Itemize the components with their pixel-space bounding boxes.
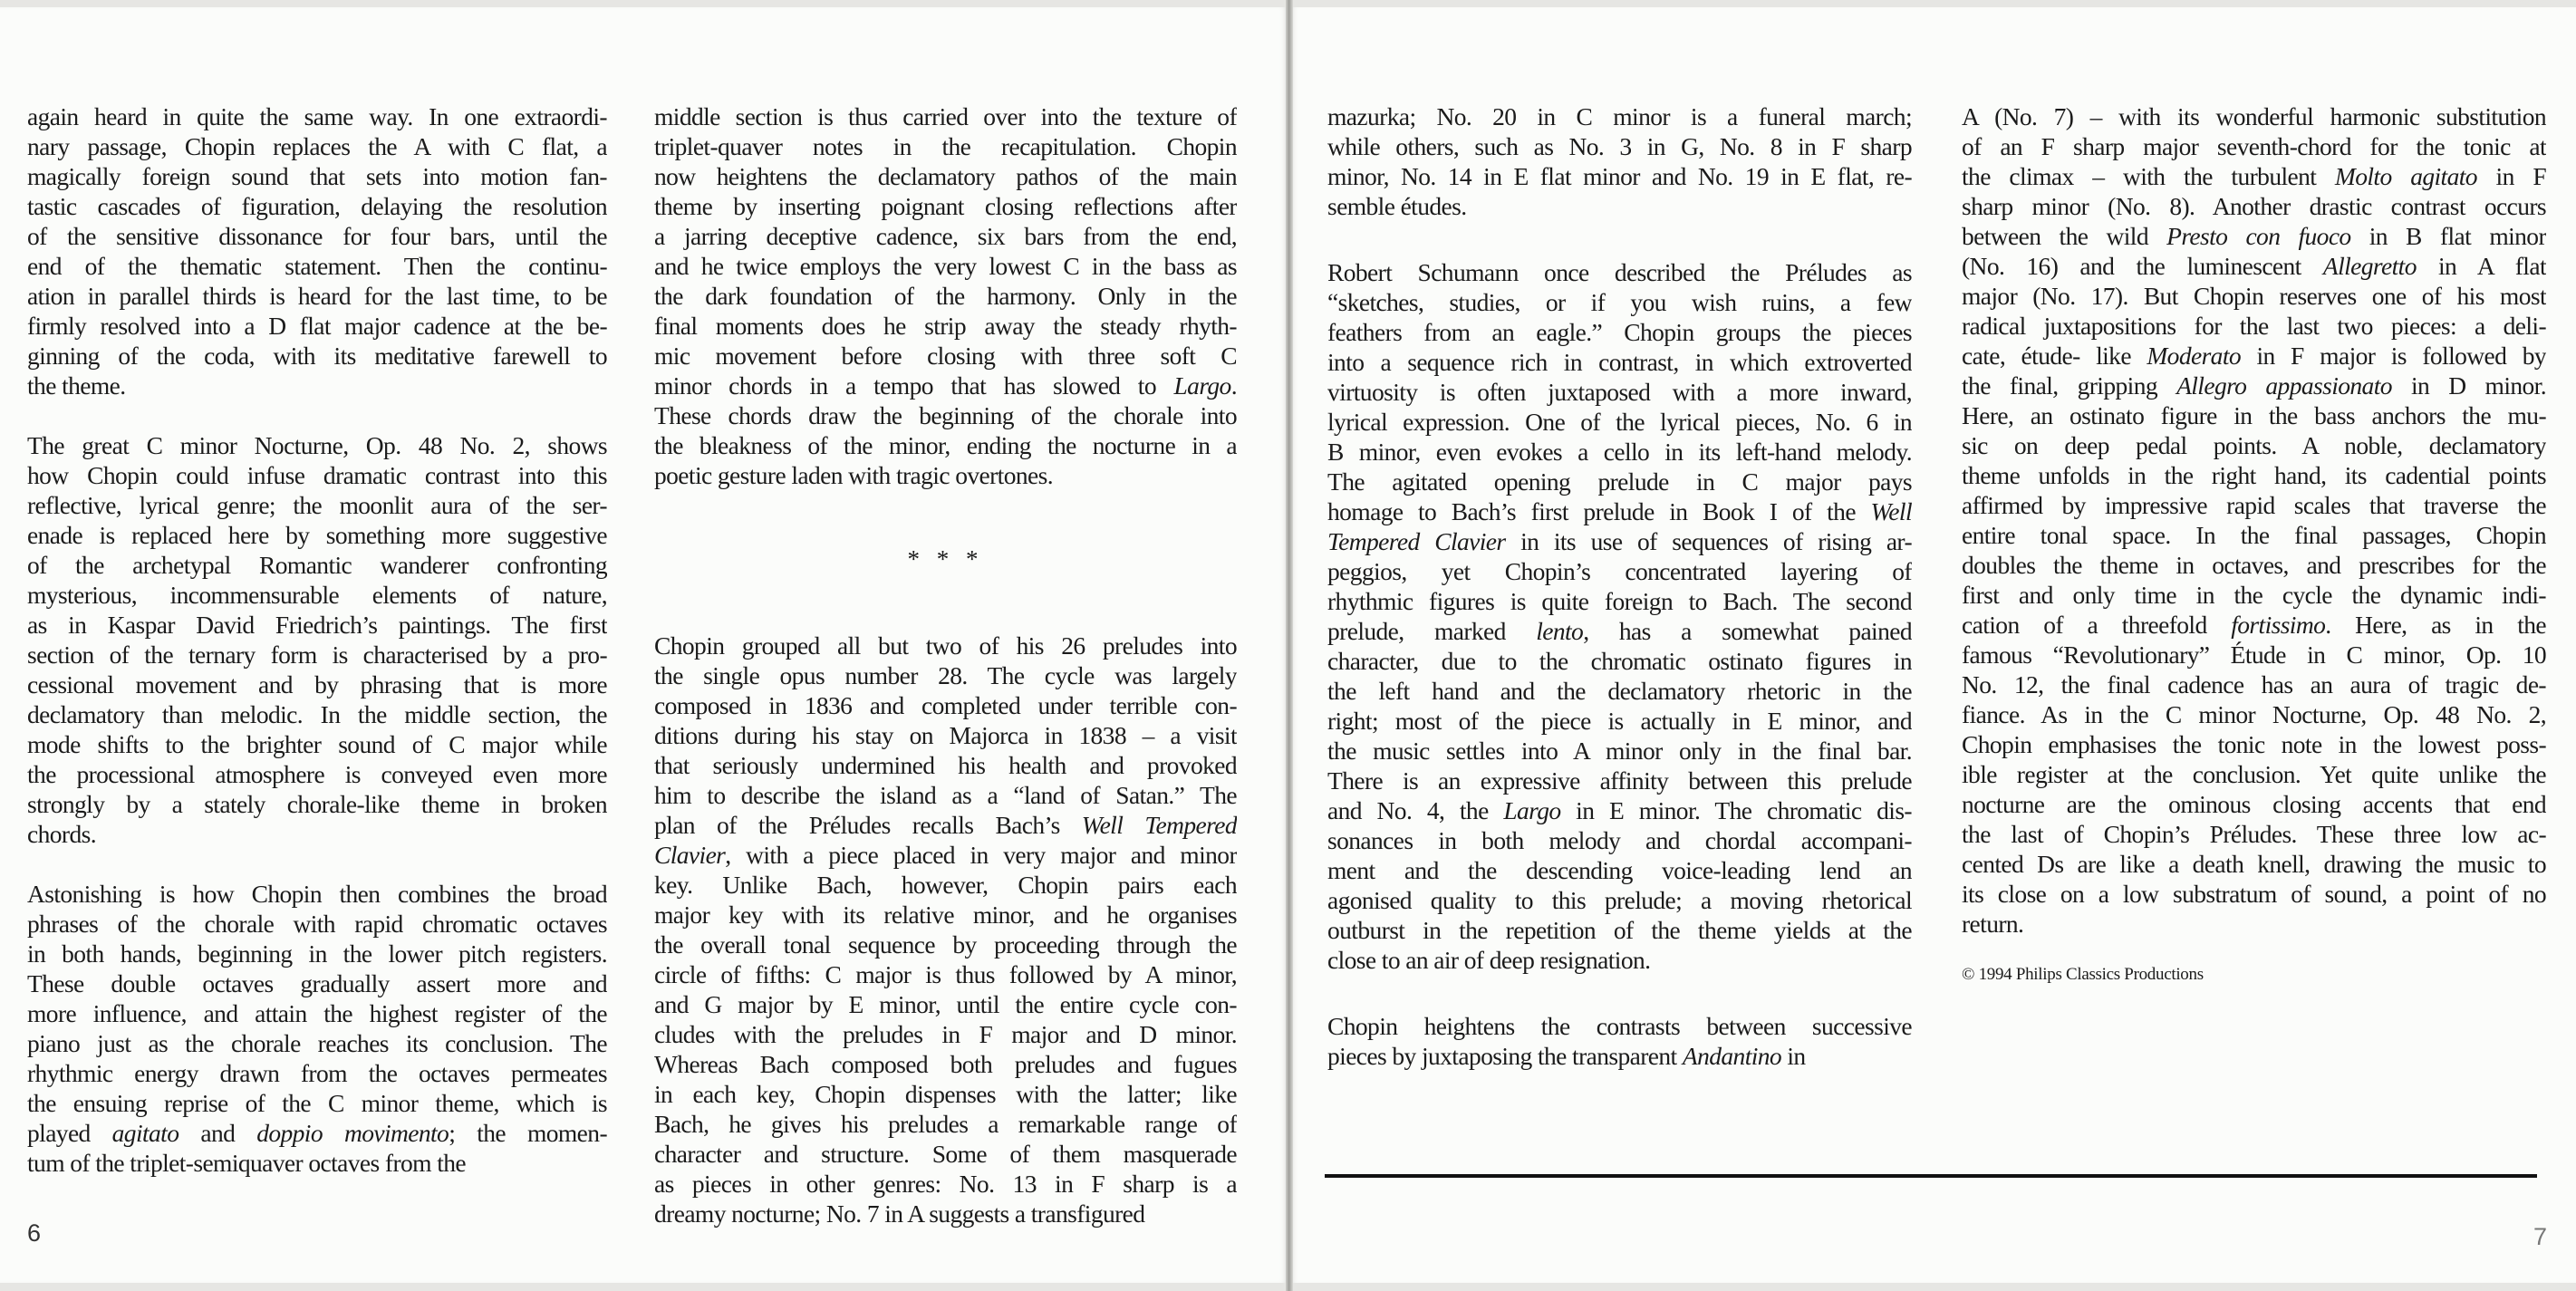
page-number-left: 6 [27,1219,42,1247]
text-line: again heard in quite the same way. In one extraordi- [27,102,607,130]
text-line: virtuosity is often juxtaposed with a more inward, [1327,378,1912,406]
text-line: the ensuing reprise of the C minor theme, which is [27,1089,607,1117]
text-line: cate, étude- like Moderato in F major is followed by [1962,342,2546,370]
text-line: outburst in the repetition of the theme yields at the [1327,916,1912,944]
text-line: enade is replaced here by something more suggestive [27,521,607,549]
text-line: A (No. 7) – with its wonderful harmonic substitution [1962,102,2546,130]
text-line: declamatory than melodic. In the middle section, the [27,700,607,728]
text-line: Chopin grouped all but two of his 26 preludes into [654,631,1237,660]
text-line: minor, No. 14 in E flat minor and No. 19 in E flat, re- [1327,162,1912,190]
text-line: middle section is thus carried over into the texture of [654,102,1237,130]
text-line: theme unfolds in the right hand, its cadential points [1962,461,2546,489]
text-line: ditions during his stay on Majorca in 1838 – a visit [654,721,1237,749]
text-line: poetic gesture laden with tragic overtones. [654,461,1054,489]
text-line: lyrical expression. One of the lyrical pieces, No. 6 in [1327,408,1912,436]
page-gutter [1286,0,1293,1291]
text-line: as pieces in other genres: No. 13 in F sharp is a [654,1170,1237,1198]
text-line: fiance. As in the C minor Nocturne, Op. 48 No. 2, [1962,700,2546,728]
text-line: the processional atmosphere is conveyed even more [27,760,607,788]
paragraph [27,430,607,849]
paragraph [1327,101,1912,221]
text-line: mic movement before closing with three soft C [654,342,1237,370]
text-line: pieces by juxtaposing the transparent Andantino in [1327,1042,1806,1070]
text-line: in both hands, beginning in the lower pitch registers. [27,939,607,968]
paragraph [27,101,607,400]
text-line: ible register at the conclusion. Yet quite unlike the [1962,760,2546,788]
text-line: the last of Chopin’s Préludes. These three low ac- [1962,820,2546,848]
text-line: plan of the Préludes recalls Bach’s Well Tempered [654,811,1237,839]
text-line: sharp minor (No. 8). Another drastic contrast occurs [1962,192,2546,220]
text-line: the dark foundation of the harmony. Only in the [654,282,1237,310]
text-line: chords. [27,820,96,848]
text-line: major (No. 17). But Chopin reserves one of his most [1962,282,2546,310]
text-line: into a sequence rich in contrast, in which extroverted [1327,348,1912,376]
horizontal-rule [1325,1174,2537,1178]
text-line: the final, gripping Allegro appassionato in D minor. [1962,371,2546,400]
text-line: homage to Bach’s first prelude in Book I of the Well [1327,497,1912,525]
paragraph [1327,257,1912,975]
text-line: These double octaves gradually assert more and [27,969,607,997]
text-line: mode shifts to the brighter sound of C major while [27,730,607,758]
column-4 [1962,101,2546,986]
text-line: magically foreign sound that sets into motion fan- [27,162,607,190]
text-line: Robert Schumann once described the Préludes as [1327,258,1912,286]
text-line: character and structure. Some of them masquerade [654,1140,1237,1168]
text-line: now heightens the declamatory pathos of the main [654,162,1237,190]
text-line: him to describe the island as a “land of Satan.” The [654,781,1237,809]
paragraph [654,101,1237,490]
text-line: in each key, Chopin dispenses with the latter; like [654,1080,1237,1108]
text-line: key. Unlike Bach, however, Chopin pairs each [654,871,1237,899]
text-line: famous “Revolutionary” Étude in C minor, Op. 10 [1962,641,2546,669]
text-line: and No. 4, the Largo in E minor. The chromatic dis- [1327,796,1912,824]
text-line: strongly by a stately chorale-like theme in broken [27,790,607,818]
text-line: The agitated opening prelude in C major pays [1327,467,1912,496]
text-line: circle of fifths: C major is thus followed by A minor, [654,960,1237,988]
text-line: cludes with the preludes in F major and D minor. [654,1020,1237,1048]
text-line: as in Kaspar David Friedrich’s paintings. The first [27,611,607,639]
text-line: return. [1962,910,2024,938]
text-line: major key with its relative minor, and he organises [654,901,1237,929]
column-3 [1327,101,1912,1101]
text-line: radical juxtapositions for the last two pieces: a deli- [1962,312,2546,340]
text-line: cation of a threefold fortissimo. Here, as in the [1962,611,2546,639]
text-line: final moments does he strip away the steady rhyth- [654,312,1237,340]
text-line: B minor, even evokes a cello in its left-hand melody. [1327,438,1912,466]
text-line: ment and the descending voice-leading lend an [1327,856,1912,884]
text-line: between the wild Presto con fuoco in B flat minor [1962,222,2546,250]
text-line: section of the ternary form is characterised by a pro- [27,641,607,669]
text-line: composed in 1836 and completed under terrible con- [654,691,1237,719]
text-line: (No. 16) and the luminescent Allegretto in A flat [1962,252,2546,280]
text-line: the overall tonal sequence by proceeding through the [654,930,1237,959]
text-line: the climax – with the turbulent Molto agitato in F [1962,162,2546,190]
section-break-asterisks: * * * [907,545,984,573]
text-line: Clavier, with a piece placed in very major and minor [654,841,1237,869]
text-line: more influence, and attain the highest register of the [27,999,607,1027]
text-line: of an F sharp major seventh-chord for the tonic at [1962,132,2546,160]
text-line: ginning of the coda, with its meditative farewell to [27,342,607,370]
text-line: the theme. [27,371,126,400]
text-line: nocturne are the ominous closing accents that end [1962,790,2546,818]
text-line: piano just as the chorale reaches its conclusion. The [27,1029,607,1057]
text-line: entire tonal space. In the final passages, Chopin [1962,521,2546,549]
text-line: “sketches, studies, or if you wish ruins, a few [1327,288,1912,316]
text-line: end of the thematic statement. Then the continu- [27,252,607,280]
text-line: There is an expressive affinity between this prelude [1327,766,1912,795]
text-line: agonised quality to this prelude; a moving rhetorical [1327,886,1912,914]
copyright-notice: © 1994 Philips Classics Productions [1962,965,2204,984]
text-line: Bach, he gives his preludes a remarkable range of [654,1110,1237,1138]
text-line: Chopin heightens the contrasts between successive [1327,1012,1912,1040]
column-2 [654,101,1237,1258]
text-line: affirmed by impressive rapid scales that traverse the [1962,491,2546,519]
text-line: phrases of the chorale with rapid chromatic octaves [27,910,607,938]
text-line: No. 12, the final cadence has an aura of tragic de- [1962,670,2546,698]
column-1 [27,101,607,1208]
text-line: Chopin emphasises the tonic note in the lowest poss- [1962,730,2546,758]
text-line: reflective, lyrical genre; the moonlit aura of the ser- [27,491,607,519]
text-line: These chords draw the beginning of the chorale into [654,401,1237,429]
text-line: peggios, yet Chopin’s concentrated layering of [1327,557,1912,585]
text-line: Tempered Clavier in its use of sequences of rising ar- [1327,527,1912,555]
text-line: feathers from an eagle.” Chopin groups the pieces [1327,318,1912,346]
text-line: and G major by E minor, until the entire cycle con- [654,990,1237,1018]
text-line: The great C minor Nocturne, Op. 48 No. 2, shows [27,431,607,459]
text-line: how Chopin could infuse dramatic contrast into this [27,461,607,489]
text-line: first and only time in the cycle the dynamic indi- [1962,581,2546,609]
text-line: the left hand and the declamatory rhetoric in the [1327,677,1912,705]
text-line: the music settles into A minor only in the final bar. [1327,737,1912,765]
text-line: Astonishing is how Chopin then combines the broad [27,880,607,908]
text-line: rhythmic energy drawn from the octaves permeates [27,1059,607,1087]
text-line: of the sensitive dissonance for four bars, until the [27,222,607,250]
text-line: triplet-quaver notes in the recapitulation. Chopin [654,132,1237,160]
text-line: ation in parallel thirds is heard for the last time, to be [27,282,607,310]
page-number-right: 7 [2533,1223,2548,1250]
text-line: its close on a low substratum of sound, a point of no [1962,880,2546,908]
text-line: minor chords in a tempo that has slowed to Largo. [654,371,1237,400]
text-line: doubles the theme in octaves, and prescribes for the [1962,551,2546,579]
text-line: Here, an ostinato figure in the bass anchors the mu- [1962,401,2546,429]
text-line: character, due to the chromatic ostinato figures in [1327,647,1912,675]
text-line: rhythmic figures is quite foreign to Bach. The second [1327,587,1912,615]
text-line: semble études. [1327,192,1467,220]
text-line: right; most of the piece is actually in E minor, and [1327,707,1912,735]
text-line: the bleakness of the minor, ending the nocturne in a [654,431,1237,459]
text-line: played agitato and doppio movimento; the momen- [27,1119,607,1147]
text-line: sonances in both melody and chordal accompani- [1327,826,1912,854]
text-line: the single opus number 28. The cycle was largely [654,661,1237,689]
paragraph [1962,101,2546,939]
text-line: a jarring deceptive cadence, six bars from the end, [654,222,1237,250]
paragraph [654,631,1237,1228]
text-line: theme by inserting poignant closing reflections after [654,192,1237,220]
text-line: prelude, marked lento, has a somewhat pained [1327,617,1912,645]
text-line: firmly resolved into a D flat major cadence at the be- [27,312,607,340]
text-line: dreamy nocturne; No. 7 in A suggests a transfigured [654,1199,1145,1228]
text-line: cessional movement and by phrasing that is more [27,670,607,698]
text-line: while others, such as No. 3 in G, No. 8 in F sharp [1327,132,1912,160]
paragraph [1327,1011,1912,1071]
text-line: mysterious, incommensurable elements of nature, [27,581,607,609]
text-line: mazurka; No. 20 in C minor is a funeral march; [1327,102,1912,130]
text-line: Whereas Bach composed both preludes and fugues [654,1050,1237,1078]
text-line: sic on deep pedal points. A noble, declamatory [1962,431,2546,459]
text-line: of the archetypal Romantic wanderer confronting [27,551,607,579]
text-line: and he twice employs the very lowest C in the bass as [654,252,1237,280]
text-line: tum of the triplet-semiquaver octaves from the [27,1149,467,1177]
text-line: nary passage, Chopin replaces the A with C flat, a [27,132,607,160]
paragraph [27,879,607,1178]
text-line: close to an air of deep resignation. [1327,946,1651,974]
text-line: cented Ds are like a death knell, drawing the music to [1962,850,2546,878]
text-line: that seriously undermined his health and provoked [654,751,1237,779]
text-line: tastic cascades of figuration, delaying the resolution [27,192,607,220]
